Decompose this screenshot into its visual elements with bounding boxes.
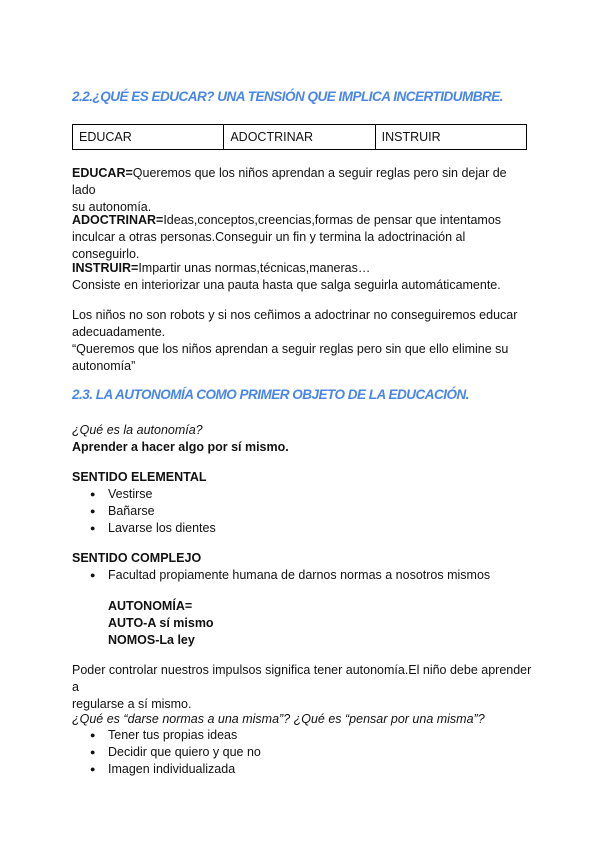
educar-definition <box>72 165 532 216</box>
educar-text: Queremos que los niños aprendan a seguir reglas pero sin dejar de lado <box>72 166 507 197</box>
instruir-term: INSTRUIR= <box>72 261 139 275</box>
adoctrinar-term: ADOCTRINAR= <box>72 213 164 227</box>
list-item: ● Tener tus propias ideas <box>72 727 261 744</box>
question-normas: ¿Qué es “darse normas a una misma”? ¿Qué es “pensar por una misma”? <box>72 712 485 726</box>
list-item: ● Lavarse los dientes <box>72 520 216 537</box>
concepts-table <box>72 124 527 150</box>
sentido-elemental-title: SENTIDO ELEMENTAL <box>72 470 207 484</box>
instruir-definition <box>72 260 532 294</box>
table-row <box>73 125 527 150</box>
list-item: ● Vestirse <box>72 486 216 503</box>
control-line-2: regularse a sí mismo. <box>72 697 192 711</box>
final-list <box>72 727 261 778</box>
educar-text-2: su autonomía. <box>72 200 152 214</box>
robots-quote-line-2: autonomía” <box>72 359 136 373</box>
robots-quote-line-1: “Queremos que los niños aprendan a seguir reglas pero sin que ello elimine su <box>72 342 509 356</box>
sentido-complejo-list <box>72 567 490 584</box>
adoctrinar-definition <box>72 212 532 263</box>
section-heading-2-2: 2.2.¿QUÉ ES EDUCAR? UNA TENSIÓN QUE IMPLICA INCERTIDUMBRE. <box>72 89 504 104</box>
adoctrinar-text-2: inculcar a otras personas.Conseguir un fin y termina la adoctrinación al conseguirlo. <box>72 230 466 261</box>
list-item: ● Bañarse <box>72 503 216 520</box>
sentido-elemental-list <box>72 486 216 537</box>
answer-autonomia: Aprender a hacer algo por sí mismo. <box>72 440 289 454</box>
table-cell-adoctrinar: ADOCTRINAR <box>224 125 375 150</box>
robots-line-1: Los niños no son robots y si nos ceñimos a adoctrinar no conseguiremos educar <box>72 308 518 322</box>
autonomia-line-1: AUTONOMÍA= <box>108 599 193 613</box>
control-paragraph <box>72 662 532 713</box>
robots-line-2: adecuadamente. <box>72 325 166 339</box>
robots-paragraph <box>72 307 532 375</box>
sentido-complejo-title: SENTIDO COMPLEJO <box>72 551 202 565</box>
section-heading-2-3: 2.3. LA AUTONOMÍA COMO PRIMER OBJETO DE LA EDUCACIÓN. <box>72 387 470 402</box>
table-cell-instruir: INSTRUIR <box>375 125 526 150</box>
question-autonomia: ¿Qué es la autonomía? <box>72 423 203 437</box>
adoctrinar-text: Ideas,conceptos,creencias,formas de pensar que intentamos <box>163 213 502 227</box>
autonomia-definition <box>108 598 214 649</box>
control-line-1: Poder controlar nuestros impulsos significa tener autonomía.El niño debe aprender a <box>72 663 532 694</box>
list-item: ● Facultad propiamente humana de darnos normas a nosotros mismos <box>72 567 490 584</box>
autonomia-line-2: AUTO-A sí mismo <box>108 616 214 630</box>
table-cell-educar: EDUCAR <box>73 125 224 150</box>
list-item: ● Decidir que quiero y que no <box>72 744 261 761</box>
list-item: ● Imagen individualizada <box>72 761 261 778</box>
instruir-text: Impartir unas normas,técnicas,maneras… <box>138 261 371 275</box>
autonomia-line-3: NOMOS-La ley <box>108 633 195 647</box>
educar-term: EDUCAR= <box>72 166 133 180</box>
instruir-text-2: Consiste en interiorizar una pauta hasta que salga seguirla automáticamente. <box>72 278 501 292</box>
